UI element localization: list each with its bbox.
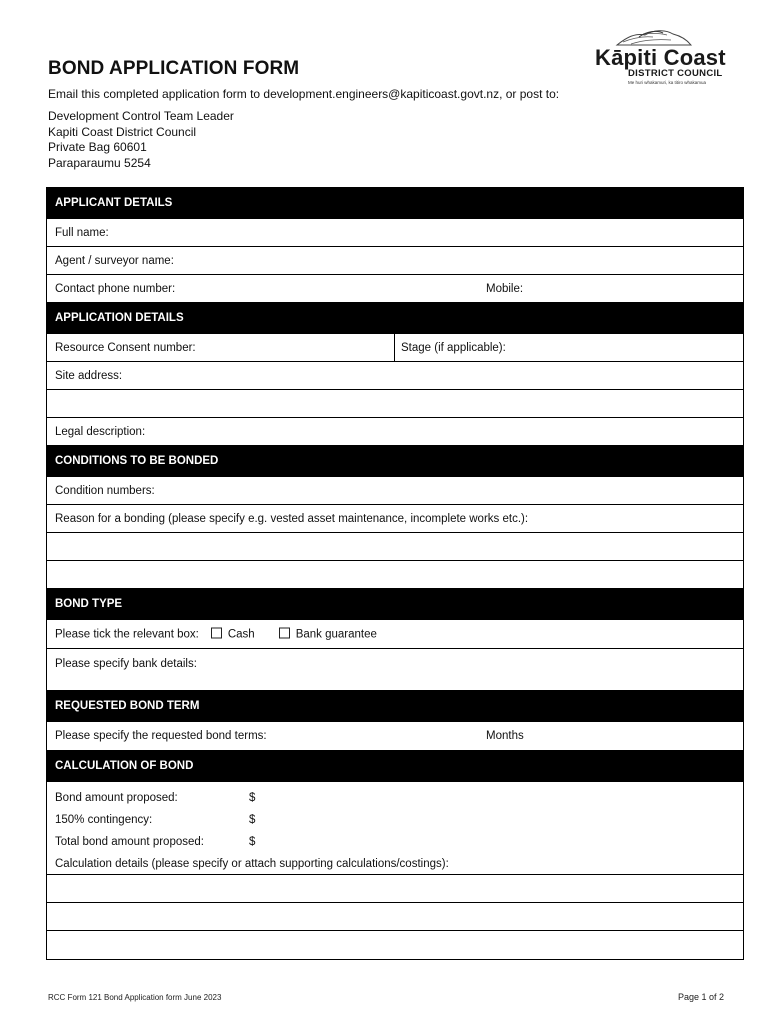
column-divider (394, 334, 395, 361)
section-header-bond-type (47, 589, 743, 620)
contingency-label: 150% contingency: (55, 814, 153, 826)
page-number: Page 1 of 2 (677, 992, 724, 1002)
section-title: REQUESTED BOND TERM (55, 700, 200, 712)
bonding-reason-extra-line[interactable] (47, 561, 743, 589)
field-label: Condition numbers: (55, 484, 155, 497)
section-title: CONDITIONS TO BE BONDED (55, 455, 219, 467)
bond-application-table (46, 187, 744, 960)
field-label: Please tick the relevant box: (55, 628, 199, 641)
consent-stage-row (47, 334, 743, 362)
calculation-details-line[interactable] (47, 903, 743, 931)
bond-amount-label: Bond amount proposed: (55, 792, 178, 804)
bond-type-options (55, 628, 377, 641)
bank-guarantee-label: Bank guarantee (295, 628, 377, 641)
logo-name: Kāpiti Coast (595, 45, 726, 70)
site-address-extra-line[interactable] (47, 390, 743, 418)
section-title: BOND TYPE (55, 598, 123, 610)
council-logo (593, 27, 728, 87)
section-title: CALCULATION OF BOND (55, 760, 194, 772)
total-amount-label: Total bond amount proposed: (55, 836, 204, 848)
logo-motto: Me huri whakamuri, ka titiro whakamua (628, 80, 707, 85)
postal-address (48, 109, 234, 171)
stage-field[interactable]: Stage (if applicable): (401, 341, 506, 354)
consent-number-field[interactable]: Resource Consent number: (55, 341, 196, 354)
condition-numbers-field[interactable] (47, 477, 743, 505)
contingency-field[interactable]: $ (249, 814, 256, 826)
address-line: Private Bag 60601 (48, 140, 147, 154)
full-name-field[interactable] (47, 219, 743, 247)
bank-details-field[interactable] (47, 649, 743, 691)
calculation-details-line[interactable] (47, 931, 743, 959)
section-header-bond-term (47, 691, 743, 722)
field-label: Full name: (55, 226, 109, 239)
agent-name-field[interactable] (47, 247, 743, 275)
section-title: APPLICATION DETAILS (55, 312, 184, 324)
field-label: Reason for a bonding (please specify e.g. vested asset maintenance, incomplete works etc.): (55, 512, 529, 525)
address-line: Kapiti Coast District Council (48, 124, 197, 139)
months-label: Months (486, 730, 524, 742)
submission-instructions: Email this completed application form to development.engineers@kapiticoast.govt.nz, or post to: (48, 87, 560, 101)
bond-amount-field[interactable]: $ (249, 792, 256, 804)
calculation-block (47, 782, 743, 875)
bank-guarantee-checkbox[interactable] (279, 628, 290, 639)
phone-field[interactable] (47, 275, 743, 303)
cash-label: Cash (227, 628, 255, 641)
cash-checkbox[interactable] (211, 628, 222, 639)
total-amount-field[interactable]: $ (249, 836, 256, 848)
section-header-calculation (47, 751, 743, 782)
logo-subtitle: DISTRICT COUNCIL (628, 68, 723, 79)
bond-type-row (47, 620, 743, 649)
bonding-reason-extra-line[interactable] (47, 533, 743, 561)
field-label: Please specify the requested bond terms: (55, 730, 267, 742)
calculation-details-line[interactable] (47, 875, 743, 903)
calculation-details-label: Calculation details (please specify or attach supporting calculations/costings): (55, 858, 449, 870)
section-header-conditions (47, 446, 743, 477)
form-reference: RCC Form 121 Bond Application form June 2023 (48, 993, 222, 1002)
legal-description-field[interactable] (47, 418, 743, 446)
field-label: Please specify bank details: (55, 658, 197, 670)
bond-term-field[interactable] (47, 722, 743, 751)
section-header-applicant (47, 188, 743, 219)
field-label: Contact phone number: (55, 282, 176, 295)
field-label: Legal description: (55, 425, 146, 438)
mobile-label: Mobile: (486, 282, 524, 295)
page-title: BOND APPLICATION FORM (48, 58, 300, 79)
site-address-field[interactable] (47, 362, 743, 390)
address-line: Development Control Team Leader (48, 109, 234, 123)
section-title: APPLICANT DETAILS (55, 197, 173, 209)
address-line: Paraparaumu 5254 (48, 155, 151, 170)
field-label: Site address: (55, 369, 123, 382)
field-label: Agent / surveyor name: (55, 254, 174, 267)
section-header-application (47, 303, 743, 334)
bonding-reason-field[interactable] (47, 505, 743, 533)
